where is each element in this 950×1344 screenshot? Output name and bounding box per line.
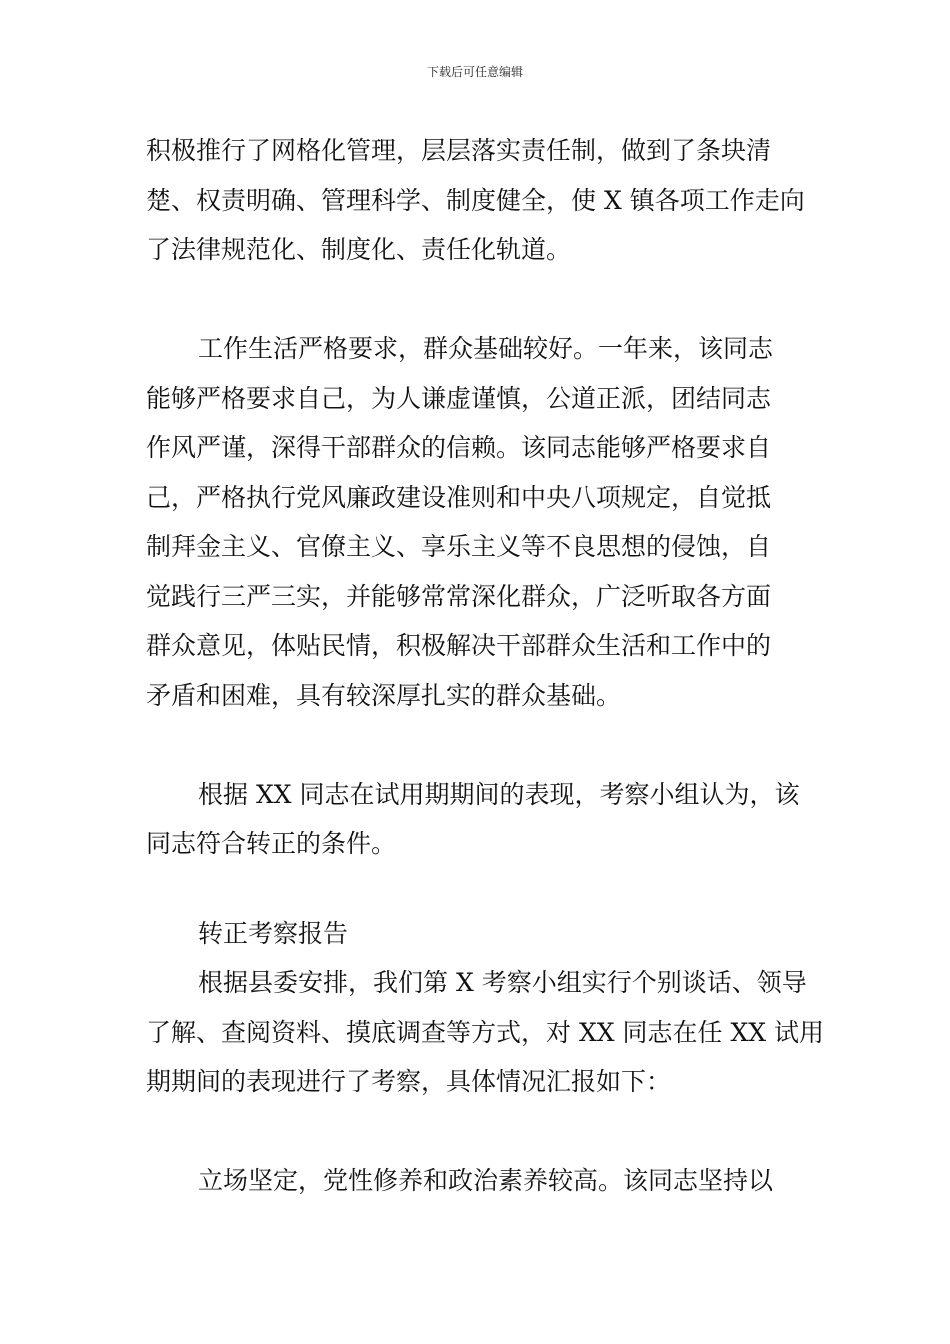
text-line: 工作生活严格要求，群众基础较好。一年来，该同志 [198, 334, 774, 363]
text-line: 制拜金主义、官僚主义、享乐主义等不良思想的侵蚀，自 [146, 532, 772, 561]
text-line: 作风严谨，深得干部群众的信赖。该同志能够严格要求自 [146, 433, 772, 462]
paragraph-responsibility-system [146, 126, 814, 275]
paragraph-spacer [146, 1107, 814, 1157]
paragraph-conclusion [146, 770, 814, 869]
heading-text: 转正考察报告 [198, 918, 349, 948]
text-line: 矛盾和困难，具有较深厚扎实的群众基础。 [146, 680, 622, 710]
section-heading [146, 909, 814, 959]
text-line: 了法律规范化、制度化、责任化轨道。 [146, 235, 572, 264]
document-body [146, 126, 824, 1206]
text-line: 己，严格执行党风廉政建设准则和中央八项规定，自觉抵 [146, 482, 772, 512]
paragraph-spacer [146, 275, 814, 325]
text-line: 根据 XX 同志在试用期期间的表现，考察小组认为，该 [198, 779, 800, 809]
text-line: 积极推行了网格化管理，层层落实责任制，做到了条块清 [146, 136, 772, 165]
text-line: 楚、权责明确、管理科学、制度健全，使 X 镇各项工作走向 [146, 185, 805, 215]
paragraph-spacer [146, 869, 814, 909]
text-line: 期期间的表现进行了考察，具体情况汇报如下： [146, 1067, 672, 1096]
paragraph-spacer [146, 720, 814, 770]
text-line: 同志符合转正的条件。 [146, 829, 397, 858]
text-line: 觉践行三严三实，并能够常常深化群众，广泛听取各方面 [146, 581, 772, 611]
paragraph-political-stance [146, 1156, 814, 1206]
text-line: 了解、查阅资料、摸底调查等方式，对 XX 同志在任 XX 试用 [146, 1017, 824, 1047]
paragraph-report-intro [146, 958, 824, 1107]
text-line: 根据县委安排，我们第 X 考察小组实行个别谈话、领导 [198, 968, 807, 997]
page-header: 下载后可任意编辑 [426, 65, 523, 79]
paragraph-mass-basis [146, 324, 814, 720]
text-line: 立场坚定，党性修养和政治素养较高。该同志坚持以 [198, 1166, 774, 1195]
text-line: 群众意见，体贴民情，积极解决干部群众生活和工作中的 [146, 631, 772, 660]
text-line: 能够严格要求自己，为人谦虚谨慎，公道正派，团结同志 [146, 383, 772, 413]
